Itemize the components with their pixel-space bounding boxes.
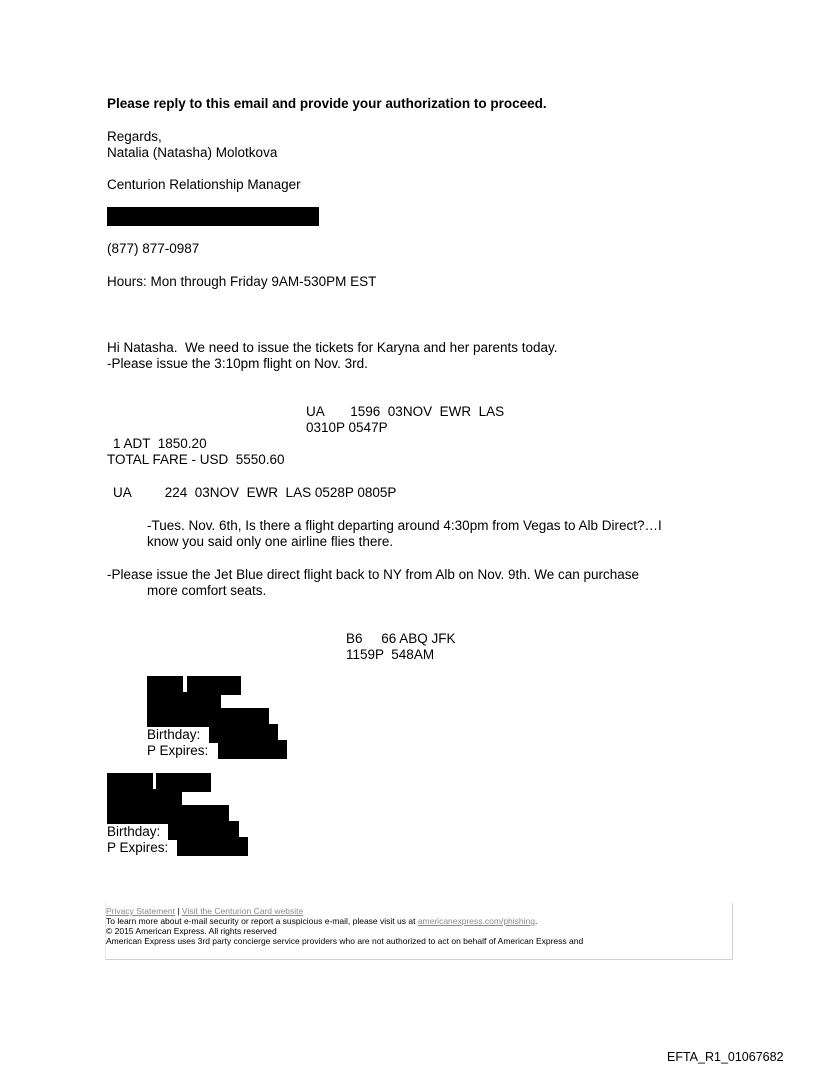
flight3-times: 1159P 548AM	[346, 647, 435, 662]
copyright-text: © 2015 American Express. All rights reserved	[106, 926, 277, 936]
passport-expires-label: P Expires:	[147, 743, 209, 758]
sender-name: Natalia (Natasha) Molotkova	[107, 145, 278, 160]
phishing-link[interactable]: americanexpress.com/phishing	[417, 916, 535, 926]
return-flight-question-cont: know you said only one airline flies there.	[147, 534, 394, 549]
sender-title: Centurion Relationship Manager	[107, 177, 301, 192]
fare-per-adult: 1 ADT 1850.20	[113, 436, 207, 451]
flight3-itinerary: B6 66 ABQ JFK	[346, 631, 456, 646]
footer-links-row	[106, 906, 303, 916]
link-separator: |	[174, 906, 182, 916]
issue-flight-request: -Please issue the 3:10pm flight on Nov. 3rd.	[107, 356, 368, 371]
office-hours: Hours: Mon through Friday 9AM-530PM EST	[107, 274, 377, 289]
flight2-itinerary: UA 224 03NOV EWR LAS 0528P 0805P	[113, 485, 397, 500]
birthday-label: Birthday:	[107, 824, 161, 839]
return-flight-question: -Tues. Nov. 6th, Is there a flight departing around 4:30pm from Vegas to Alb Direct?…I	[147, 518, 662, 533]
regards-text: Regards,	[107, 129, 162, 144]
redaction-bar	[177, 837, 248, 856]
total-fare: TOTAL FARE - USD 5550.60	[107, 452, 285, 467]
redaction-bar	[107, 207, 319, 226]
document-id: EFTA_R1_01067682	[667, 1050, 784, 1064]
security-notice-text: To learn more about e-mail security or report a suspicious e-mail, please visit us at	[106, 916, 418, 926]
disclaimer-text: American Express uses 3rd party concierge service providers who are not authorized to act on behalf of American Express and	[106, 936, 584, 946]
centurion-website-link[interactable]: Visit the Centurion Card website	[181, 906, 304, 916]
flight1-itinerary: UA 1596 03NOV EWR LAS	[306, 404, 505, 419]
flight1-times: 0310P 0547P	[306, 420, 388, 435]
sender-phone: (877) 877-0987	[107, 241, 200, 256]
jetblue-request: -Please issue the Jet Blue direct flight back to NY from Alb on Nov. 9th. We can purchase	[107, 567, 640, 582]
security-notice	[106, 916, 537, 926]
jetblue-request-cont: more comfort seats.	[147, 583, 267, 598]
birthday-label: Birthday:	[147, 727, 201, 742]
passport-expires-label: P Expires:	[107, 840, 169, 855]
redaction-bar	[218, 740, 287, 759]
privacy-statement-link[interactable]: Privacy Statement	[106, 906, 175, 916]
security-notice-end: .	[534, 916, 538, 926]
greeting-text: Hi Natasha. We need to issue the tickets for Karyna and her parents today.	[107, 340, 558, 355]
authorization-request: Please reply to this email and provide your authorization to proceed.	[107, 96, 547, 111]
